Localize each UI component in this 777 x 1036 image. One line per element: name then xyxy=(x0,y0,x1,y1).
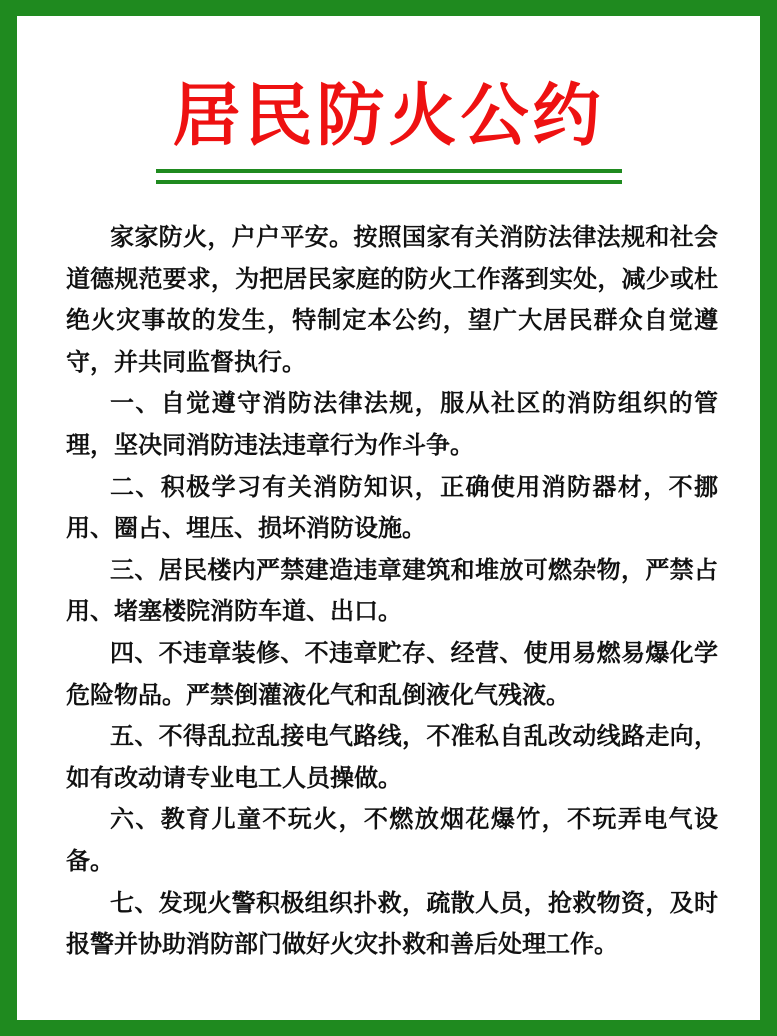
intro-paragraph-line: 家家防火，户户平安。按照国家有关消防法律法规和社会 xyxy=(110,223,718,251)
clause-6-line: 六、教育儿童不玩火，不燃放烟花爆竹，不玩弄电气设 xyxy=(110,805,718,834)
clause-5-line: 如有改动请专业电工人员操做。 xyxy=(66,763,402,792)
clause-2-line: 用、圈占、埋压、损坏消防设施。 xyxy=(66,514,426,543)
document-body xyxy=(66,217,718,966)
clause-5-line: 五、不得乱拉乱接电气路线，不准私自乱改动线路走向， xyxy=(110,722,718,751)
intro-paragraph-line: 守，并共同监督执行。 xyxy=(66,347,306,376)
clause-7-line: 报警并协助消防部门做好火灾扑救和善后处理工作。 xyxy=(66,930,618,959)
clause-3-line: 三、居民楼内严禁建造违章建筑和堆放可燃杂物，严禁占 xyxy=(110,555,718,584)
clause-4-line: 危险物品。严禁倒灌液化气和乱倒液化气残液。 xyxy=(66,680,570,709)
clause-3-line: 用、堵塞楼院消防车道、出口。 xyxy=(66,597,402,626)
clause-4-line: 四、不违章装修、不违章贮存、经营、使用易燃易爆化学 xyxy=(110,638,718,667)
clause-1-line: 理，坚决同消防违法违章行为作斗争。 xyxy=(66,430,474,459)
clause-6-line: 备。 xyxy=(66,846,114,875)
title-divider-bottom xyxy=(156,180,622,184)
intro-paragraph-line: 道德规范要求，为把居民家庭的防火工作落到实处，减少或杜 xyxy=(66,264,718,293)
title-divider-top xyxy=(156,169,622,173)
clause-7-line: 七、发现火警积极组织扑救，疏散人员，抢救物资，及时 xyxy=(110,888,718,917)
clause-1-line: 一、自觉遵守消防法律法规，服从社区的消防组织的管 xyxy=(110,389,718,418)
clause-2-line: 二、积极学习有关消防知识，正确使用消防器材，不挪 xyxy=(110,472,718,501)
page-title: 居民防火公约 xyxy=(172,77,605,156)
intro-paragraph-line: 绝火灾事故的发生，特制定本公约，望广大居民群众自觉遵 xyxy=(66,306,718,335)
